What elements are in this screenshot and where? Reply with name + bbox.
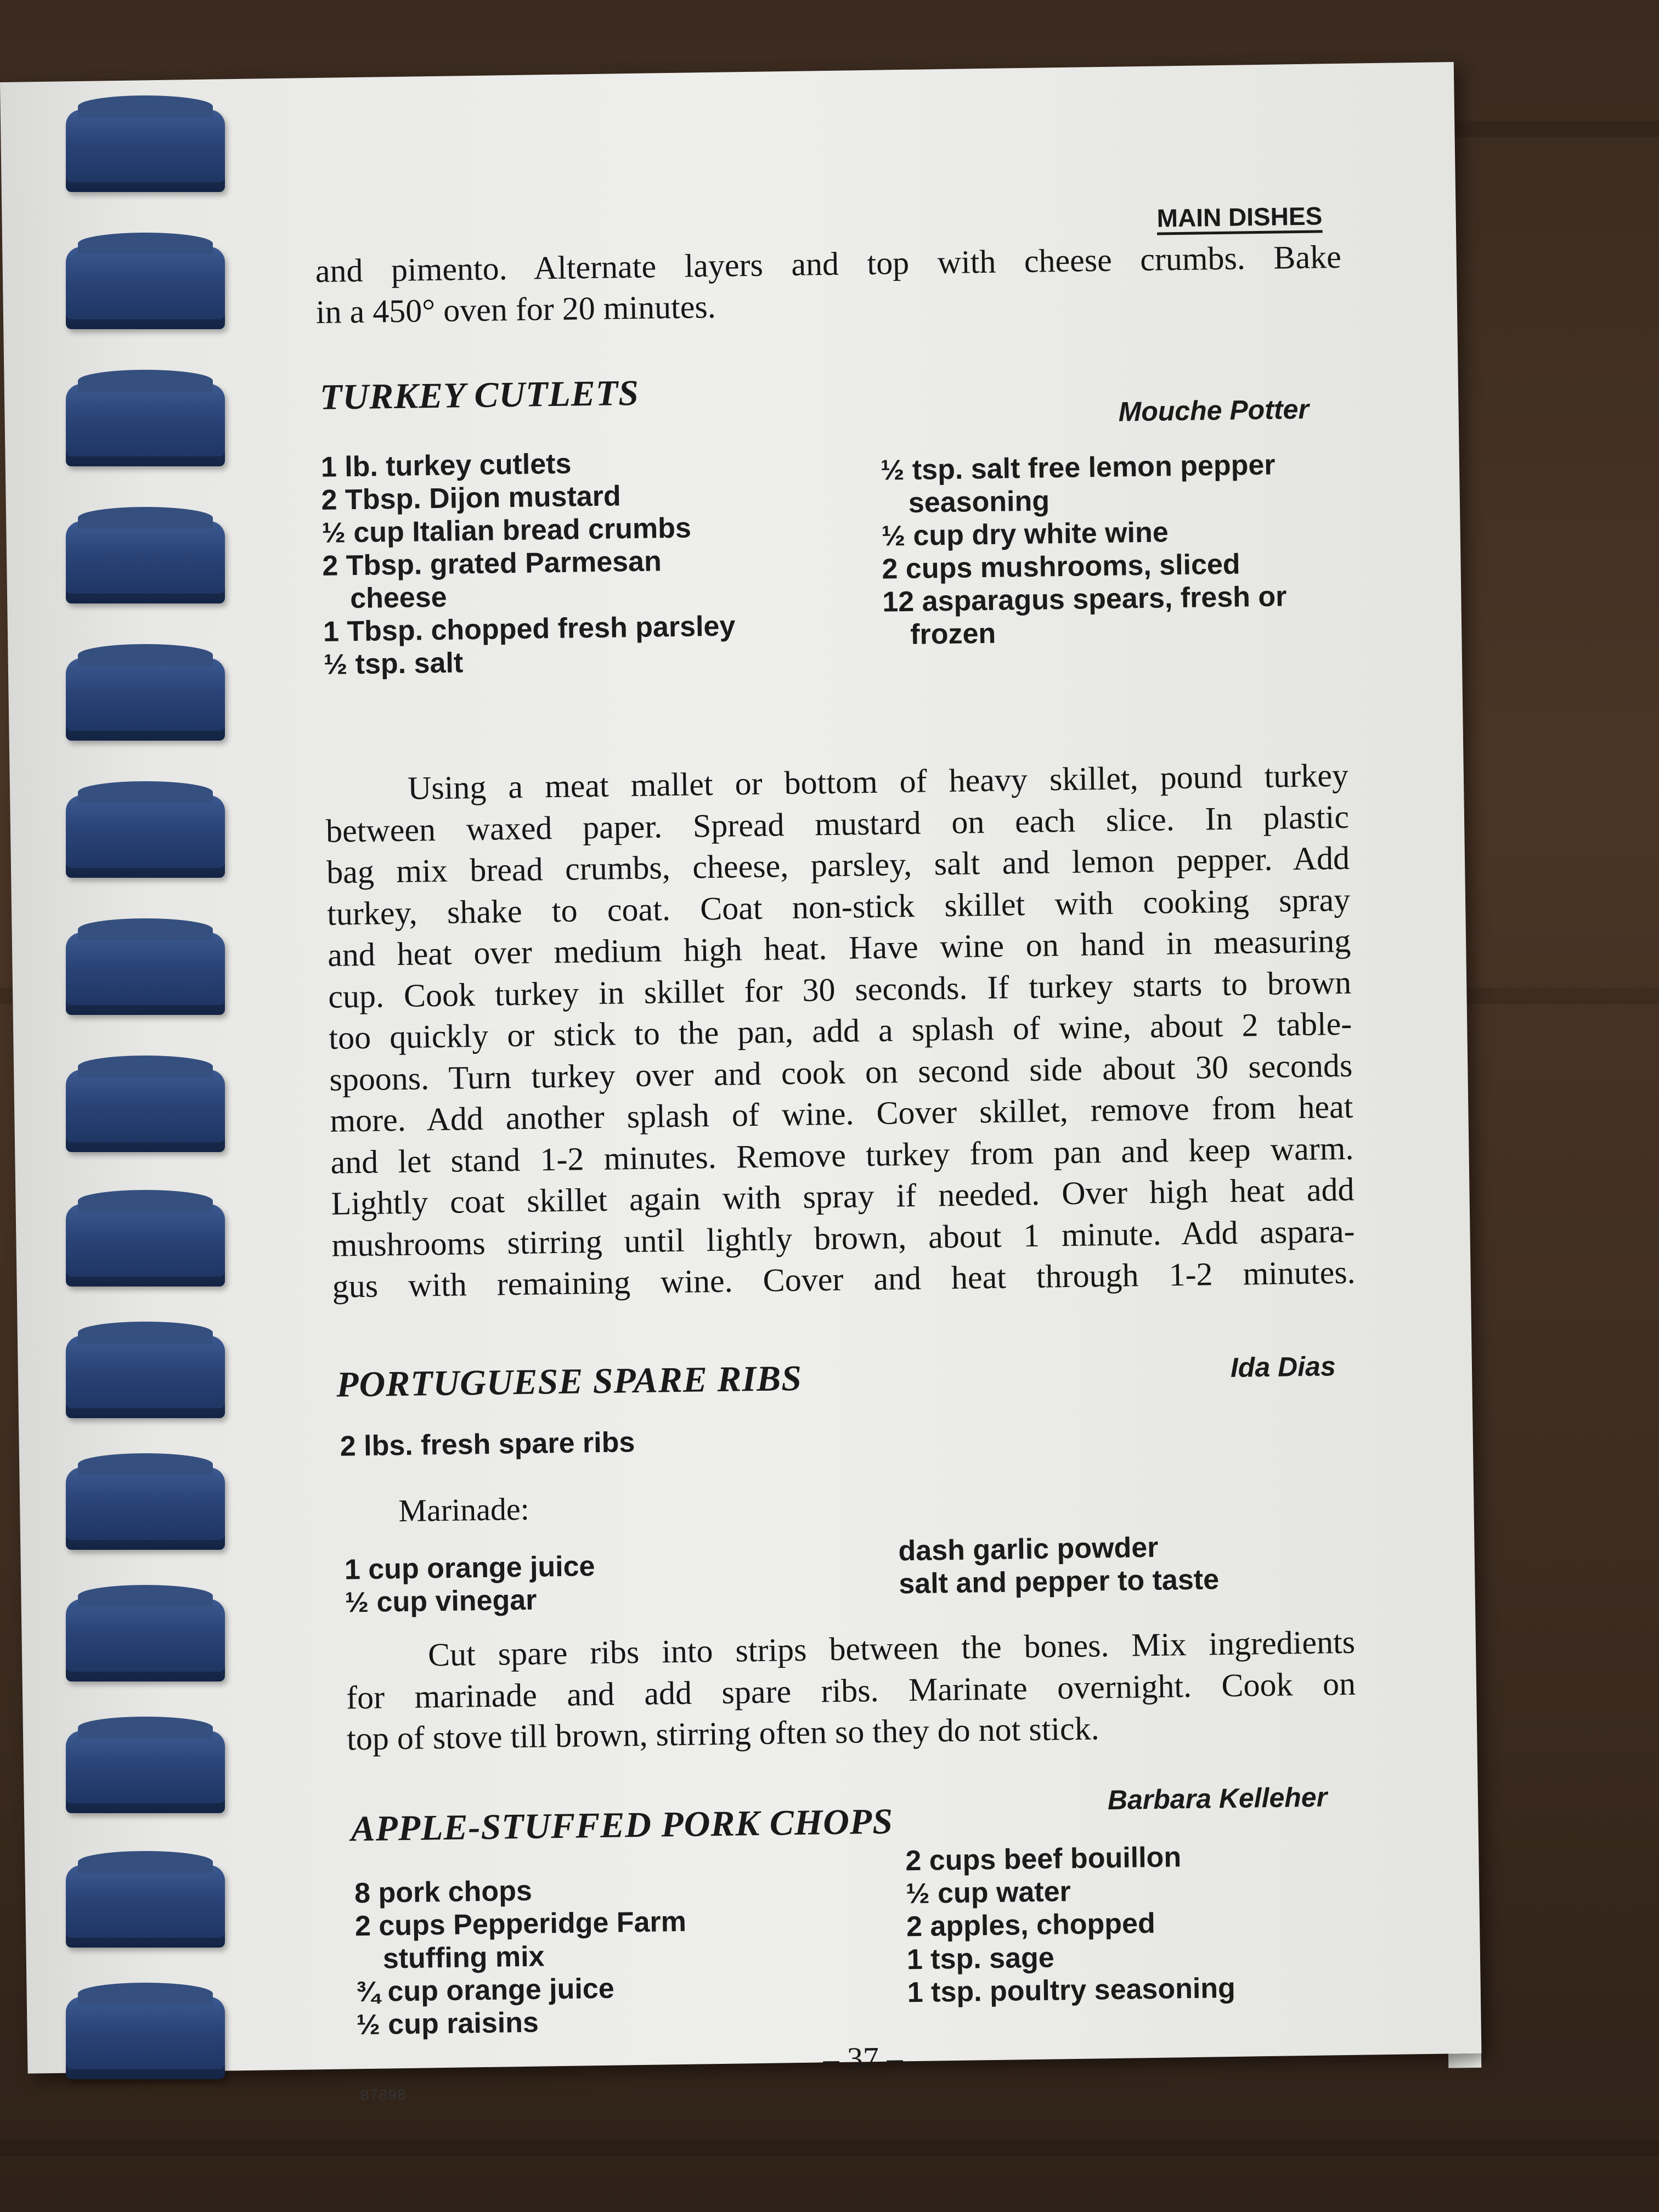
ingredient: ½ cup vinegar (345, 1584, 537, 1619)
ingredient: 1 Tbsp. chopped fresh parsley (323, 610, 736, 648)
marinade-label: Marinade: (398, 1491, 530, 1529)
ingredient: ½ tsp. salt (323, 647, 464, 681)
ingredient: 1 cup orange juice (344, 1550, 595, 1586)
direction-line: more. Add another splash of wine. Cover skillet, remove from heat (330, 1088, 1353, 1139)
ingredient: 2 lbs. fresh spare ribs (340, 1426, 635, 1463)
direction-line: Lightly coat skillet again with spray if needed. Over high heat add (331, 1171, 1355, 1222)
ingredient: 2 cups Pepperidge Farm (354, 1905, 687, 1943)
direction-line: spoons. Turn turkey over and cook on second side about 30 seconds (329, 1047, 1353, 1098)
ingredients-left (320, 445, 736, 681)
ingredient: 8 pork chops (354, 1875, 533, 1910)
ingredients-left (354, 1872, 688, 2041)
binding-ring (66, 1468, 225, 1550)
recipe-title: PORTUGUESE SPARE RIBS (336, 1358, 803, 1405)
recipe-author: Ida Dias (1230, 1351, 1336, 1383)
ingredient: 1 tsp. poultry seasoning (907, 1972, 1236, 2009)
intro-line: and pimento. Alternate layers and top with cheese crumbs. Bake (315, 238, 1342, 290)
ingredients-right (905, 1840, 1235, 2009)
ingredient: dash garlic powder (898, 1531, 1159, 1567)
wood-grain (0, 2140, 1659, 2156)
direction-line: turkey, shake to coat. Coat non-stick skillet with cooking spray (326, 881, 1351, 932)
ingredient: 1 lb. turkey cutlets (320, 448, 572, 483)
direction-line: between waxed paper. Spread mustard on each slice. In plastic (325, 798, 1350, 849)
ingredient: frozen (910, 617, 996, 651)
ingredient: 2 Tbsp. Dijon mustard (321, 480, 622, 516)
ingredient: ½ cup Italian bread crumbs (321, 512, 692, 549)
binding-ring (66, 110, 225, 192)
recipe-title: APPLE-STUFFED PORK CHOPS (351, 1801, 894, 1849)
ingredient: seasoning (908, 485, 1050, 519)
binding-ring (66, 521, 225, 603)
direction-line: too quickly or stick to the pan, add a splash of wine, about 2 table- (328, 1005, 1352, 1056)
binding-ring (66, 1336, 225, 1418)
ingredient: 2 cups beef bouillon (905, 1841, 1182, 1877)
intro-paragraph (315, 236, 1342, 330)
ingredient: stuffing mix (382, 1940, 545, 1975)
ingredients-right (898, 1530, 1219, 1600)
binding-ring (66, 1731, 225, 1813)
recipe-author: Barbara Kelleher (1107, 1781, 1328, 1816)
direction-line: Cut spare ribs into strips between the bones. Mix ingredients (427, 1623, 1356, 1673)
ingredient: 1 tsp. sage (906, 1942, 1055, 1976)
directions (346, 1622, 1356, 1757)
print-code: 87898 (360, 2087, 407, 2106)
recipe-title: TURKEY CUTLETS (319, 373, 640, 417)
binding-ring (66, 247, 225, 329)
section-header: MAIN DISHES (1156, 201, 1323, 233)
binding-ring (66, 1997, 225, 2079)
binding-ring (66, 795, 225, 878)
intro-line: in a 450° oven for 20 minutes. (315, 288, 716, 330)
direction-line: top of stove till brown, stirring often so they do not stick. (346, 1710, 1100, 1757)
recipe-author: Mouche Potter (1118, 393, 1310, 427)
ingredient: ½ cup dry white wine (881, 516, 1169, 552)
ingredient: ½ cup raisins (356, 2006, 539, 2041)
ingredient: 12 asparagus spears, fresh or (882, 580, 1287, 618)
ingredient: cheese (349, 581, 447, 615)
direction-line: gus with remaining wine. Cover and heat through 1-2 minutes. (332, 1254, 1356, 1305)
ingredient: ½ tsp. salt free lemon pepper (880, 449, 1276, 487)
direction-line: for marinade and add spare ribs. Marinate overnight. Cook on (346, 1665, 1356, 1716)
direction-line: Using a meat mallet or bottom of heavy skillet, pound turkey (407, 757, 1349, 806)
binding-ring (66, 384, 225, 466)
binding-ring (66, 658, 225, 741)
ingredients-left (345, 1550, 596, 1619)
direction-line: mushrooms stirring until lightly brown, about 1 minute. Add aspara- (331, 1212, 1355, 1263)
direction-line: bag mix bread crumbs, cheese, parsley, salt and lemon pepper. Add (326, 839, 1350, 890)
direction-line: and let stand 1-2 minutes. Remove turkey from pan and keep warm. (330, 1130, 1354, 1181)
ingredients-right (881, 448, 1288, 651)
binding-ring (66, 1070, 225, 1152)
ingredient: 2 apples, chopped (906, 1907, 1156, 1943)
binding-ring (66, 1865, 225, 1948)
direction-line: and heat over medium high heat. Have wine on hand in measuring (327, 922, 1351, 973)
directions (325, 755, 1356, 1307)
direction-line: cup. Cook turkey in skillet for 30 seconds. If turkey starts to brown (328, 964, 1352, 1015)
binding-ring (66, 1599, 225, 1681)
ingredient: ½ cup water (905, 1876, 1071, 1910)
page-number: – 37 – (822, 2040, 903, 2077)
ingredient: 2 cups mushrooms, sliced (882, 548, 1241, 585)
ingredient: 2 Tbsp. grated Parmesan (321, 545, 662, 582)
ingredient: ¾ cup orange juice (356, 1972, 615, 2008)
binding-ring (66, 933, 225, 1015)
binding-ring (66, 1204, 225, 1286)
ingredient: salt and pepper to taste (898, 1564, 1220, 1600)
